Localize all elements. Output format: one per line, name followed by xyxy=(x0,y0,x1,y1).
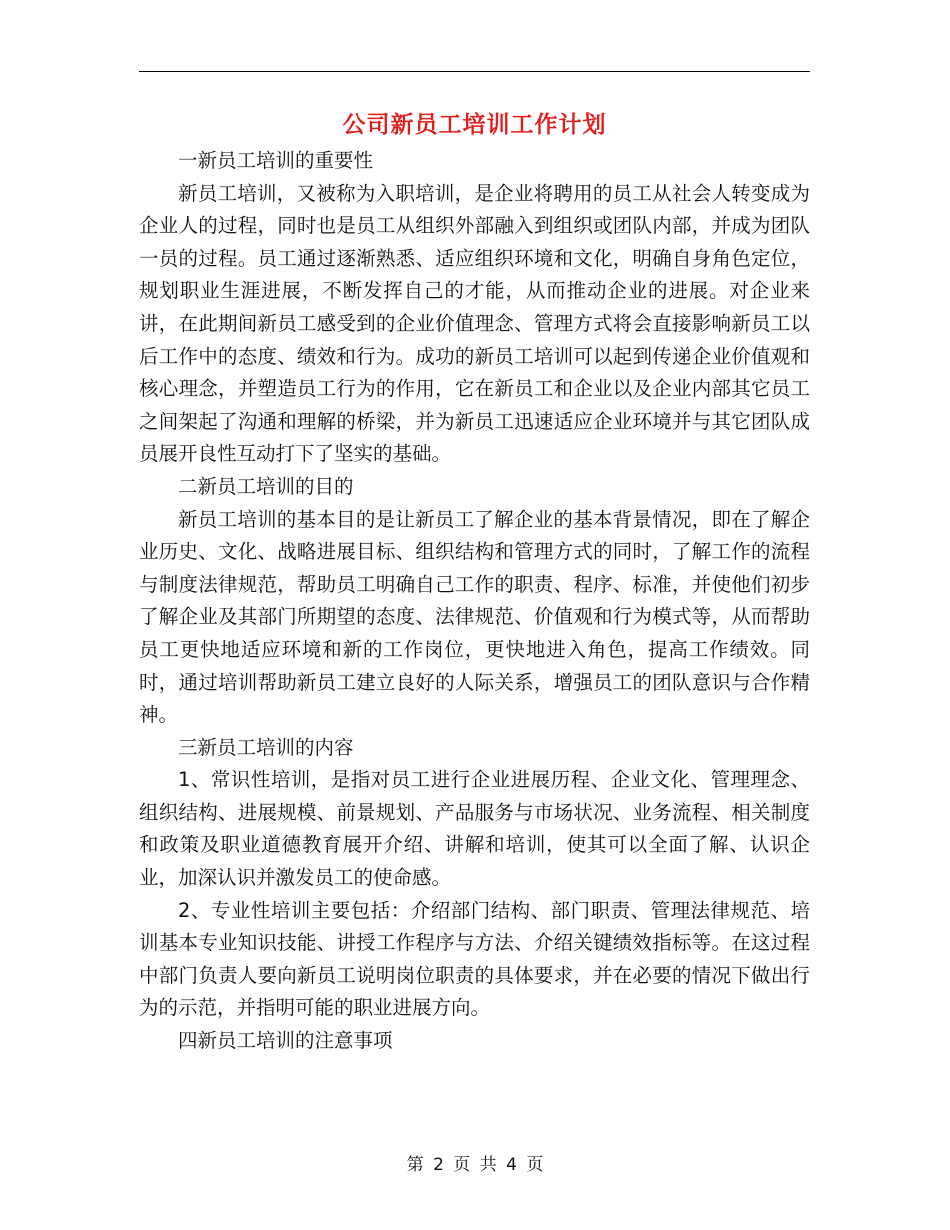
header-rule xyxy=(139,71,810,72)
section-heading-importance: 一新员工培训的重要性 xyxy=(178,149,374,172)
paragraph-importance: 新员工培训，又被称为入职培训，是企业将聘用的员工从社会人转变成为企业人的过程，同时也是员工从组织外部融入到组织或团队内部，并成为团队一员的过程。员工通过逐渐熟悉、适应组织环境和文化，明确自身角色定位，规划职业生涯进展，不断发挥自己的才能，从而推动企业的进展。对企业来讲，在此期间新员工感受到的企业价值理念、管理方式将会直接影响新员工以后工作中的态度、绩效和行为。成功的新员工培训可以起到传递企业价值观和核心理念，并塑造员工行为的作用，它在新员工和企业以及企业内部其它员工之间架起了沟通和理解的桥梁，并为新员工迅速适应企业环境并与其它团队成员展开良性互动打下了坚实的基础。 xyxy=(139,181,810,466)
paragraph-general-training: 1、常识性培训，是指对员工进行企业进展历程、企业文化、管理理念、组织结构、进展规模、前景规划、产品服务与市场状况、业务流程、相关制度和政策及职业道德教育展开介绍、讲解和培训，使其可以全面了解、认识企业，加深认识并激发员工的使命感。 xyxy=(139,768,810,890)
section-heading-purpose: 二新员工培训的目的 xyxy=(178,474,354,498)
section-heading-content: 三新员工培训的内容 xyxy=(178,735,354,759)
document-body xyxy=(139,145,810,1058)
paragraph-professional-training: 2、专业性培训主要包括：介绍部门结构、部门职责、管理法律规范、培训基本专业知识技能、讲授工作程序与方法、介绍关键绩效指标等。在这过程中部门负责人要向新员工说明岗位职责的具体要求，并在必要的情况下做出行为的示范，并指明可能的职业进展方向。 xyxy=(139,898,810,1020)
page-number: 第 2 页 共 4 页 xyxy=(406,1155,544,1175)
document-title: 公司新员工培训工作计划 xyxy=(342,112,607,138)
section-heading-notes: 四新员工培训的注意事项 xyxy=(178,1029,393,1053)
paragraph-purpose: 新员工培训的基本目的是让新员工了解企业的基本背景情况，即在了解企业历史、文化、战略进展目标、组织结构和管理方式的同时，了解工作的流程与制度法律规范，帮助员工明确自己工作的职责、程序、标准，并使他们初步了解企业及其部门所期望的态度、法律规范、价值观和行为模式等，从而帮助员工更快地适应环境和新的工作岗位，更快地进入角色，提高工作绩效。同时，通过培训帮助新员工建立良好的人际关系，增强员工的团队意识与合作精神。 xyxy=(139,507,810,727)
